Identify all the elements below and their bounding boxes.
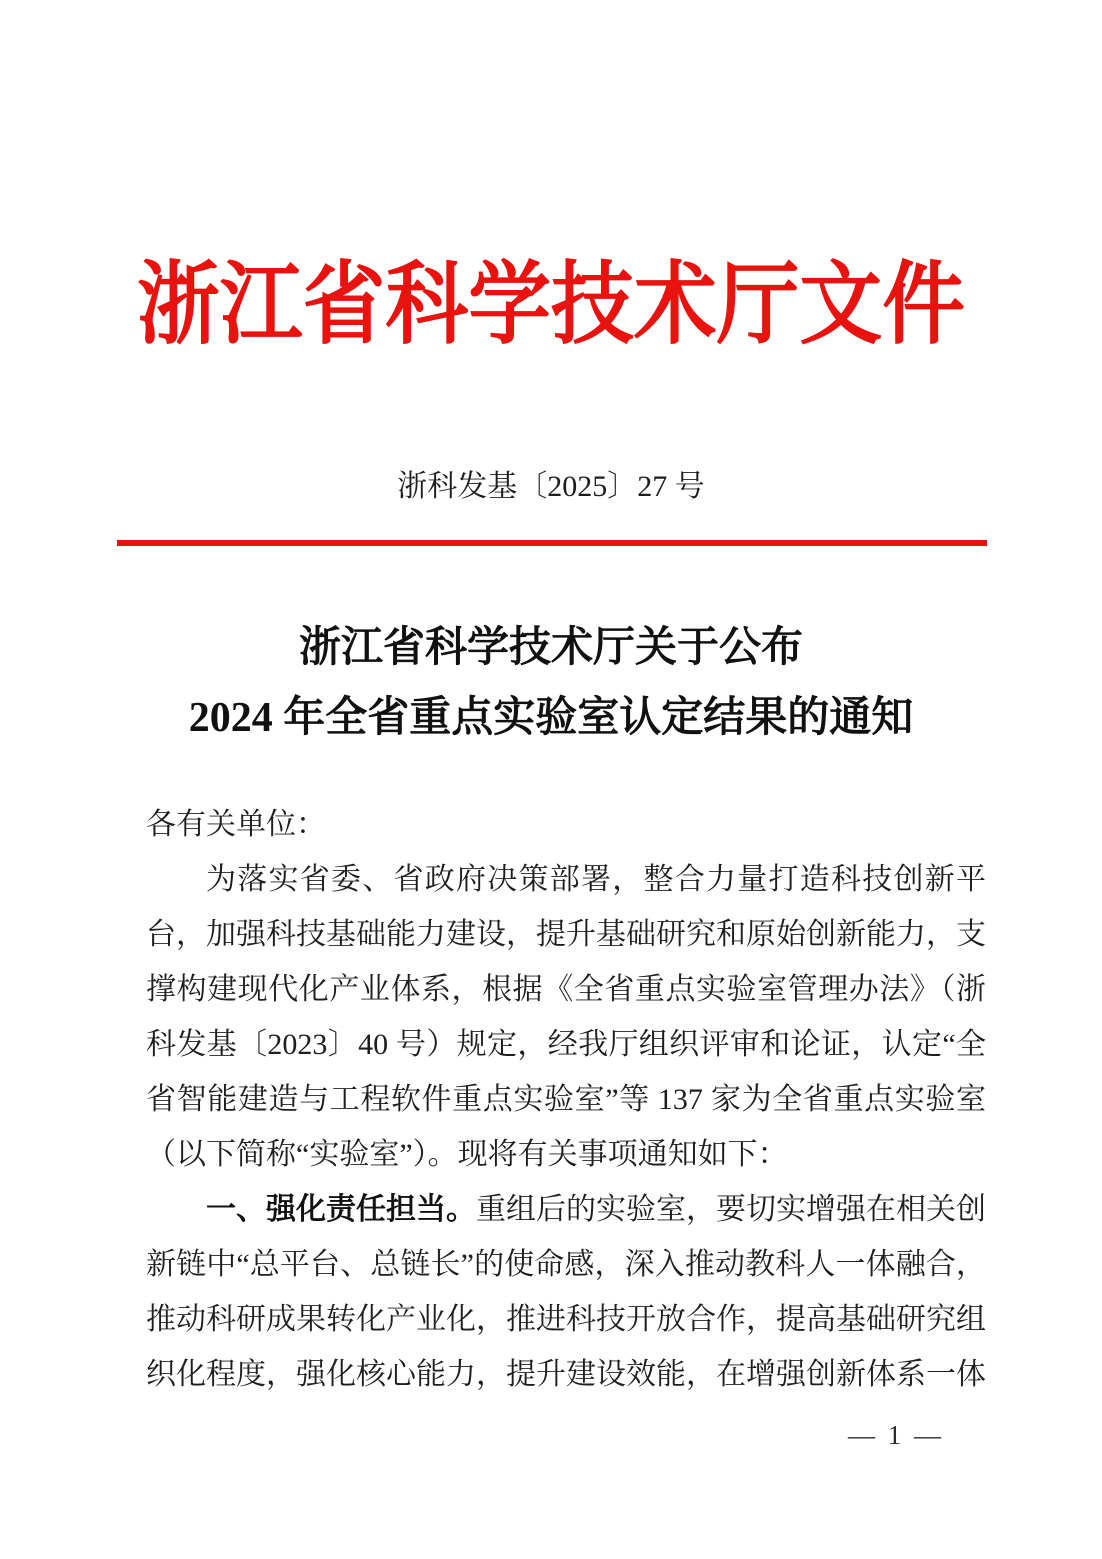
paragraph-1: 为落实省委、省政府决策部署，整合力量打造科技创新平台，加强科技基础能力建设，提升基础研究和原始创新能力，支撑构建现代化产业体系，根据《全省重点实验室管理办法》（浙科发基〔2023〕40 号）规定，经我厅组织评审和论证，认定“全省智能建造与工程软件重点实验室”等 137 家为全省重点实验室（以下简称“实验室”）。现将有关事项通知如下： (146, 863, 986, 1171)
salutation: 各有关单位： (146, 808, 326, 841)
notice-title (0, 613, 1102, 753)
paragraph-2 (146, 1182, 986, 1402)
document-number: 浙科发基〔2025〕27 号 (397, 470, 705, 503)
notice-title-line2: 2024 年全省重点实验室认定结果的通知 (188, 695, 914, 741)
red-divider-line (117, 540, 987, 546)
section-1-text: 重组后的实验室，要切实增强在相关创新链中“总平台、总链长”的使命感，深入推动教科人一体融合，推动科研成果转化产业化，推进科技开放合作，提高基础研究组织化程度，强化核心能力，提升建设效能，在增强创新体系一体 (146, 1193, 986, 1391)
page-number: — 1 — (848, 1420, 944, 1450)
section-1-heading: 一、强化责任担当。 (206, 1193, 476, 1226)
notice-body (146, 797, 986, 1402)
letterhead-title: 浙江省科学技术厅文件 (136, 256, 965, 355)
notice-title-line1: 浙江省科学技术厅关于公布 (298, 625, 803, 671)
